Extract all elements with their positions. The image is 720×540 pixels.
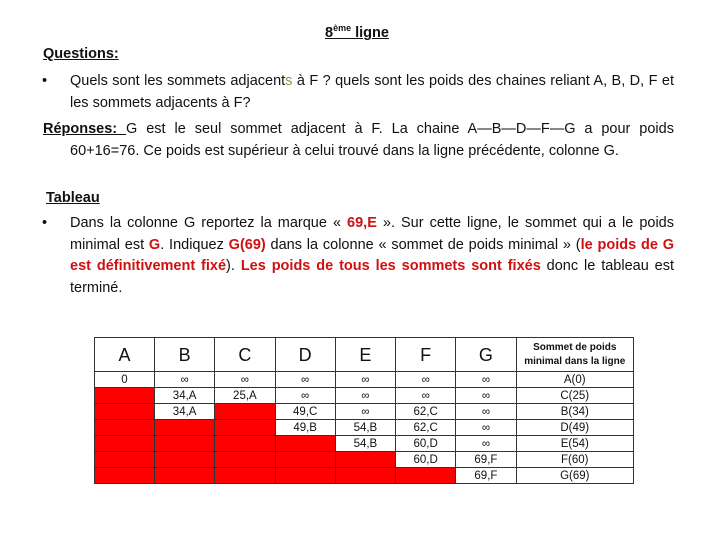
q-green: s xyxy=(285,73,293,89)
q-part: Quels sont les sommets adjacent xyxy=(70,73,286,89)
header-row xyxy=(95,338,634,372)
highlight: le poids de G est définitivement fixé xyxy=(70,236,674,274)
table-cell: E(54) xyxy=(516,436,633,452)
table-cell: 25,A xyxy=(215,388,275,404)
table-cell: ∞ xyxy=(456,388,516,404)
fixed-cell xyxy=(95,452,155,468)
table-row xyxy=(95,468,634,484)
column-header: D xyxy=(275,338,335,372)
table-cell: 62,C xyxy=(396,404,456,420)
highlight: Les poids de tous les sommets sont fixés xyxy=(240,258,541,274)
fixed-cell xyxy=(155,452,215,468)
column-header: B xyxy=(155,338,215,372)
table-cell: ∞ xyxy=(396,372,456,388)
fixed-cell xyxy=(335,452,395,468)
table-cell: 49,B xyxy=(275,420,335,436)
question-text xyxy=(42,71,674,114)
table-cell: 62,C xyxy=(396,420,456,436)
table-cell: ∞ xyxy=(335,372,395,388)
fixed-cell xyxy=(275,436,335,452)
fixed-cell xyxy=(155,468,215,484)
instruction-text xyxy=(42,213,675,299)
fixed-cell xyxy=(95,420,155,436)
questions-heading: Questions: xyxy=(43,46,119,62)
text: ). xyxy=(226,258,241,274)
table-cell: ∞ xyxy=(335,404,395,420)
page-title xyxy=(325,18,389,44)
text: ». Sur cette ligne, le sommet qui a le poids minimal est xyxy=(70,215,674,253)
table-cell: 54,B xyxy=(335,436,395,452)
table-cell: 34,A xyxy=(155,404,215,420)
table-cell: ∞ xyxy=(456,420,516,436)
highlight: G xyxy=(148,236,161,253)
table-cell: 49,C xyxy=(275,404,335,420)
table-cell: G(69) xyxy=(516,468,633,484)
fixed-cell xyxy=(95,468,155,484)
bullet: • xyxy=(42,215,48,231)
fixed-cell xyxy=(396,468,456,484)
highlight: G(69) xyxy=(228,236,266,253)
table-row xyxy=(95,436,634,452)
table-row xyxy=(95,372,634,388)
fixed-cell xyxy=(155,420,215,436)
table-cell: ∞ xyxy=(396,388,456,404)
fixed-cell xyxy=(155,436,215,452)
column-header: G xyxy=(456,338,516,372)
highlight: 69,E xyxy=(347,215,377,231)
fixed-cell xyxy=(275,468,335,484)
fixed-cell xyxy=(215,436,275,452)
column-header: E xyxy=(335,338,395,372)
answer-text xyxy=(43,119,674,162)
table-cell: 34,A xyxy=(155,388,215,404)
dijkstra-table xyxy=(94,337,634,484)
table-cell: F(60) xyxy=(516,452,633,468)
text: dans la colonne « sommet de poids minimal » ( xyxy=(265,236,581,253)
table-row xyxy=(95,404,634,420)
fixed-cell xyxy=(335,468,395,484)
title-number: 8 xyxy=(325,24,334,41)
table-cell: ∞ xyxy=(456,436,516,452)
column-header: Sommet de poids minimal dans la ligne xyxy=(516,338,633,372)
table-cell: 60,D xyxy=(396,436,456,452)
table-row xyxy=(95,452,634,468)
table-cell: D(49) xyxy=(516,420,633,436)
column-header: F xyxy=(396,338,456,372)
table-cell: ∞ xyxy=(215,372,275,388)
bullet: • xyxy=(42,73,48,89)
column-header: A xyxy=(95,338,155,372)
fixed-cell xyxy=(95,404,155,420)
table-cell: ∞ xyxy=(155,372,215,388)
title-sup: ème xyxy=(333,23,352,33)
fixed-cell xyxy=(275,452,335,468)
text: Dans la colonne G reportez la marque « xyxy=(70,215,348,231)
table-cell: A(0) xyxy=(516,372,633,388)
table-cell: B(34) xyxy=(516,404,633,420)
table-cell: C(25) xyxy=(516,388,633,404)
table-cell: ∞ xyxy=(335,388,395,404)
table-cell: ∞ xyxy=(275,372,335,388)
tableau-heading: Tableau xyxy=(46,190,100,206)
table-cell: 0 xyxy=(95,372,155,388)
text: . Indiquez xyxy=(160,236,229,253)
table-row xyxy=(95,388,634,404)
fixed-cell xyxy=(215,404,275,420)
title-rest: ligne xyxy=(351,24,389,41)
fixed-cell xyxy=(215,452,275,468)
fixed-cell xyxy=(95,436,155,452)
table-cell: ∞ xyxy=(275,388,335,404)
table-cell: 69,F xyxy=(456,452,516,468)
fixed-cell xyxy=(95,388,155,404)
fixed-cell xyxy=(215,468,275,484)
q-part: à F ? quels sont les poids des chaines reliant A, B, D, F et les sommets adjacents à F? xyxy=(70,73,674,111)
table-cell: 54,B xyxy=(335,420,395,436)
column-header: C xyxy=(215,338,275,372)
table-cell: 69,F xyxy=(456,468,516,484)
table-cell: ∞ xyxy=(456,372,516,388)
answer-body: G est le seul sommet adjacent à F. La chaine A—B—D—F—G a pour poids 60+16=76. Ce poids est supérieur à celui trouvé dans la ligne précédente, colonne G. xyxy=(70,121,674,159)
table-cell: ∞ xyxy=(456,404,516,420)
text: donc le tableau est terminé. xyxy=(70,258,675,296)
table-row xyxy=(95,420,634,436)
answer-label: Réponses: xyxy=(43,121,127,137)
fixed-cell xyxy=(215,420,275,436)
table-cell: 60,D xyxy=(396,452,456,468)
